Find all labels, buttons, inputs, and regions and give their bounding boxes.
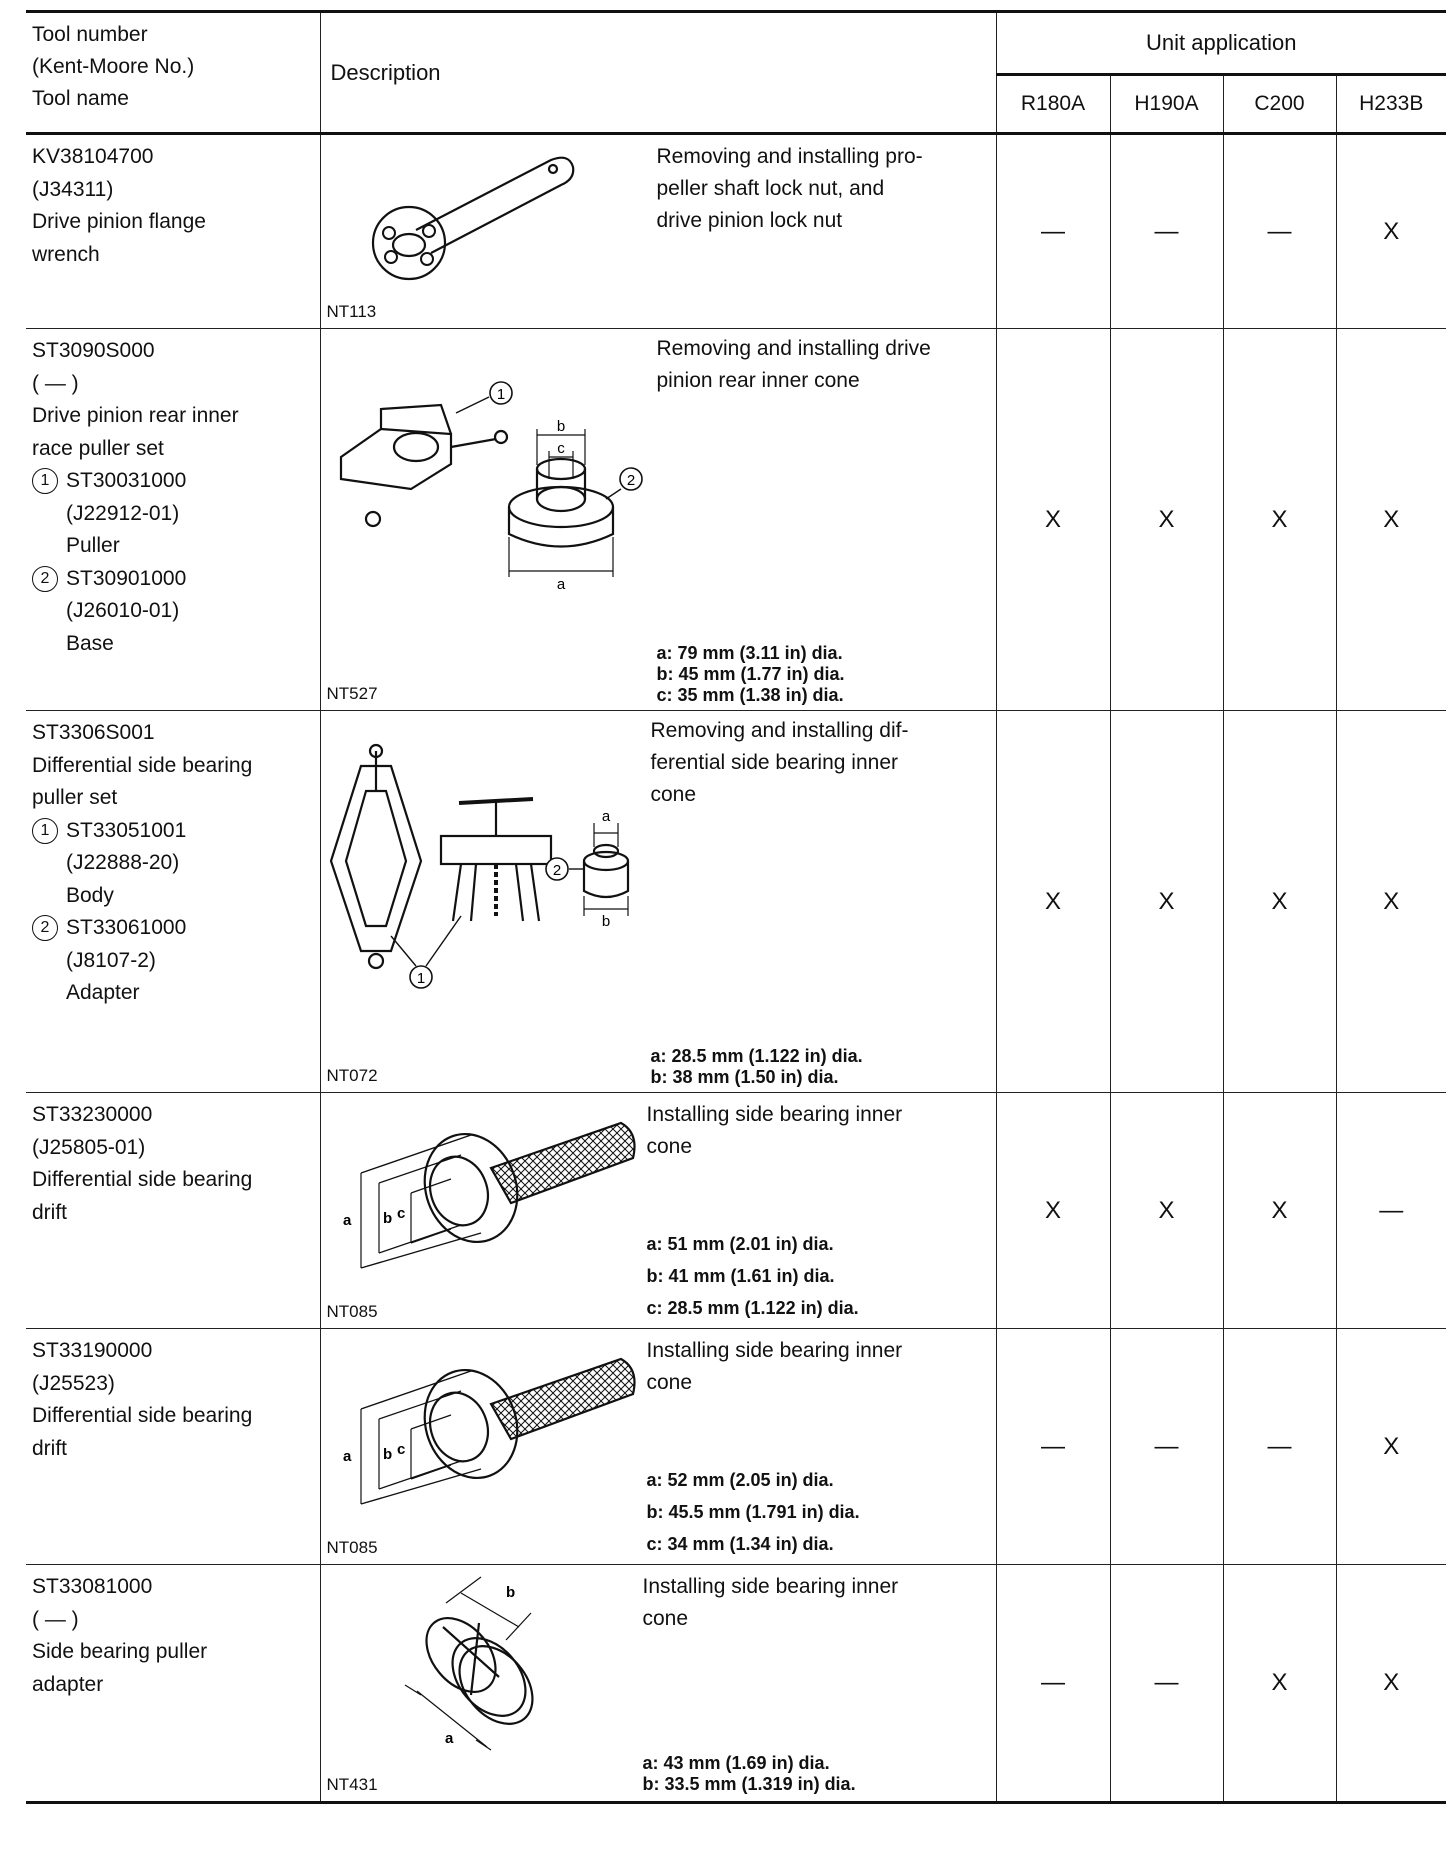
mark-h233b: X — [1336, 711, 1446, 1093]
subitem-kent: (J22888-20) — [66, 851, 180, 874]
tool-number: ST3090S000 — [32, 339, 155, 362]
dim-label-a: a — [556, 576, 565, 593]
subitem-kent: (J26010-01) — [66, 599, 180, 622]
table-row — [26, 1093, 1446, 1329]
kent-moore-number: (J25805-01) — [32, 1135, 146, 1159]
mark-h190a: X — [1110, 329, 1223, 711]
kent-moore-number: ( — ) — [32, 1607, 79, 1631]
description-cell — [320, 1093, 996, 1329]
description-cell — [320, 711, 996, 1093]
mark-h190a: X — [1110, 711, 1223, 1093]
purpose-text: Removing and installing drive pinion rear inner cone — [656, 337, 931, 392]
side-bearing-drift-illustration — [321, 1093, 661, 1293]
tool-name: Drive pinion flange — [32, 210, 206, 233]
dim-label-b: b — [382, 1446, 392, 1463]
dimension-a: a: 52 mm (2.05 in) dia. — [646, 1470, 834, 1490]
header-description: Description — [320, 12, 996, 134]
mark-c200: X — [1223, 1093, 1336, 1329]
subitem-part: 2 ST30901000 — [32, 563, 314, 596]
special-tools-table — [26, 10, 1446, 1804]
figure-code: NT085 — [326, 1302, 378, 1321]
dim-label-a: a — [444, 1730, 453, 1747]
table-row — [26, 134, 1446, 329]
table-row — [26, 1565, 1446, 1803]
mark-h233b: X — [1336, 1329, 1446, 1565]
subitem-name: Base — [66, 631, 114, 655]
puller-adapter-illustration — [321, 1565, 621, 1775]
dimension-a: a: 51 mm (2.01 in) dia. — [646, 1234, 834, 1254]
purpose-text: Installing side bearing inner cone — [646, 1339, 903, 1394]
dim-label-a: a — [601, 808, 610, 825]
dimension-c: c: 34 mm (1.34 in) dia. — [646, 1534, 834, 1554]
mark-c200: X — [1223, 1565, 1336, 1803]
tool-name: Differential side bearing — [32, 1404, 253, 1427]
dim-label-b: b — [556, 418, 565, 435]
header-unit-application: Unit application — [996, 12, 1446, 75]
purpose-text: Installing side bearing inner cone — [646, 1103, 903, 1158]
puller-set-illustration — [321, 329, 661, 629]
tool-name: Differential side bearing — [32, 1168, 253, 1191]
dimension-list — [643, 1753, 856, 1795]
mark-c200: — — [1223, 134, 1336, 329]
header-kent-moore: (Kent-Moore No.) — [32, 55, 195, 78]
dim-label-c: c — [396, 1205, 405, 1222]
mark-r180a: — — [996, 1565, 1110, 1803]
subitem-kent: (J8107-2) — [66, 948, 156, 972]
tool-number: ST33190000 — [32, 1339, 153, 1362]
mark-h233b: — — [1336, 1093, 1446, 1329]
description-cell — [320, 1329, 996, 1565]
callout-2: 2 — [626, 472, 635, 489]
figure-code: NT527 — [326, 684, 378, 703]
mark-h233b: X — [1336, 1565, 1446, 1803]
header-model-h190a: H190A — [1110, 75, 1223, 134]
tool-name-cont: drift — [32, 1436, 68, 1460]
callout-2: 2 — [552, 862, 561, 879]
callout-number: 1 — [32, 468, 58, 494]
mark-h233b: X — [1336, 134, 1446, 329]
callout-1: 1 — [496, 386, 505, 403]
dimension-list — [647, 1464, 860, 1560]
callout-number: 2 — [32, 566, 58, 592]
dimension-a: a: 28.5 mm (1.122 in) dia. — [650, 1046, 863, 1066]
subitem-part: 1 ST30031000 — [32, 465, 314, 498]
tool-info — [26, 711, 320, 1093]
figure-code: NT072 — [326, 1066, 378, 1085]
mark-h190a: — — [1110, 1329, 1223, 1565]
flange-wrench-illustration — [321, 135, 621, 325]
tool-name: Drive pinion rear inner — [32, 404, 239, 427]
tool-name-cont: adapter — [32, 1672, 104, 1696]
dimension-b: b: 38 mm (1.50 in) dia. — [650, 1067, 839, 1087]
tool-name: Side bearing puller — [32, 1640, 208, 1663]
mark-r180a: — — [996, 1329, 1110, 1565]
dim-label-c: c — [396, 1441, 405, 1458]
mark-r180a: X — [996, 329, 1110, 711]
figure-code: NT431 — [326, 1775, 378, 1794]
dimension-b: b: 41 mm (1.61 in) dia. — [646, 1266, 835, 1286]
dim-label-b: b — [505, 1584, 515, 1601]
subitem-part: 2 ST33061000 — [32, 912, 314, 945]
dim-label-b: b — [601, 913, 610, 930]
dimension-a: a: 79 mm (3.11 in) dia. — [656, 643, 843, 663]
purpose-text: Removing and installing pro- peller shaft lock nut, and drive pinion lock nut — [656, 145, 923, 232]
dimension-b: b: 45.5 mm (1.791 in) dia. — [646, 1502, 860, 1522]
dim-label-a: a — [342, 1448, 351, 1465]
dimension-c: c: 35 mm (1.38 in) dia. — [656, 685, 844, 705]
dimension-b: b: 45 mm (1.77 in) dia. — [656, 664, 845, 684]
subitem-name: Puller — [66, 534, 120, 557]
dimension-c: c: 28.5 mm (1.122 in) dia. — [646, 1298, 859, 1318]
callout-number: 1 — [32, 818, 58, 844]
figure-code: NT113 — [326, 302, 377, 321]
side-bearing-puller-illustration — [321, 711, 661, 1011]
tool-info — [26, 134, 320, 329]
description-cell — [320, 329, 996, 711]
side-bearing-drift-illustration — [321, 1329, 661, 1529]
tool-name-cont: wrench — [32, 242, 100, 266]
header-model-h233b: H233B — [1336, 75, 1446, 134]
kent-moore-number: ( — ) — [32, 371, 79, 395]
header-tool-column — [26, 12, 320, 134]
table-row — [26, 1329, 1446, 1565]
subitem-name: Body — [66, 883, 114, 907]
tool-name: Differential side bearing — [32, 753, 253, 777]
dim-label-b: b — [382, 1210, 392, 1227]
dimension-a: a: 43 mm (1.69 in) dia. — [642, 1753, 830, 1773]
table-row — [26, 711, 1446, 1093]
subitem-name: Adapter — [66, 981, 140, 1004]
tool-info — [26, 1329, 320, 1565]
dimension-list — [657, 643, 845, 706]
subitem-kent: (J22912-01) — [66, 501, 180, 525]
mark-c200: X — [1223, 711, 1336, 1093]
header-model-r180a: R180A — [996, 75, 1110, 134]
mark-h190a: X — [1110, 1093, 1223, 1329]
dim-label-c: c — [556, 440, 565, 457]
tool-info — [26, 1093, 320, 1329]
figure-code: NT085 — [326, 1538, 378, 1557]
header-tool-number: Tool number — [32, 23, 148, 46]
description-cell — [320, 134, 996, 329]
tool-number: ST33081000 — [32, 1575, 153, 1598]
dimension-b: b: 33.5 mm (1.319 in) dia. — [642, 1774, 856, 1794]
subitem-part: 1 ST33051001 — [32, 815, 314, 848]
mark-h190a: — — [1110, 134, 1223, 329]
mark-r180a: — — [996, 134, 1110, 329]
kent-moore-number: (J25523) — [32, 1371, 115, 1395]
tool-number: ST33230000 — [32, 1103, 153, 1126]
header-tool-name: Tool name — [32, 87, 129, 110]
purpose-text: Installing side bearing inner cone — [642, 1575, 899, 1630]
tool-number: ST3306S001 — [32, 721, 155, 744]
mark-h233b: X — [1336, 329, 1446, 711]
description-cell — [320, 1565, 996, 1803]
mark-r180a: X — [996, 711, 1110, 1093]
mark-r180a: X — [996, 1093, 1110, 1329]
tool-info — [26, 1565, 320, 1803]
tool-name-cont: drift — [32, 1200, 68, 1224]
table-row — [26, 329, 1446, 711]
mark-c200: X — [1223, 329, 1336, 711]
dimension-list — [647, 1228, 859, 1324]
header-model-c200: C200 — [1223, 75, 1336, 134]
kent-moore-number: (J34311) — [32, 177, 114, 201]
tool-name-cont: puller set — [32, 786, 118, 809]
mark-h190a: — — [1110, 1565, 1223, 1803]
tool-name-cont: race puller set — [32, 436, 164, 460]
callout-1: 1 — [416, 970, 425, 987]
tool-number: KV38104700 — [32, 145, 154, 168]
purpose-text: Removing and installing dif- ferential side bearing inner cone — [650, 719, 909, 806]
dim-label-a: a — [342, 1212, 351, 1229]
dimension-list — [651, 1046, 863, 1088]
callout-number: 2 — [32, 915, 58, 941]
mark-c200: — — [1223, 1329, 1336, 1565]
tool-info — [26, 329, 320, 711]
